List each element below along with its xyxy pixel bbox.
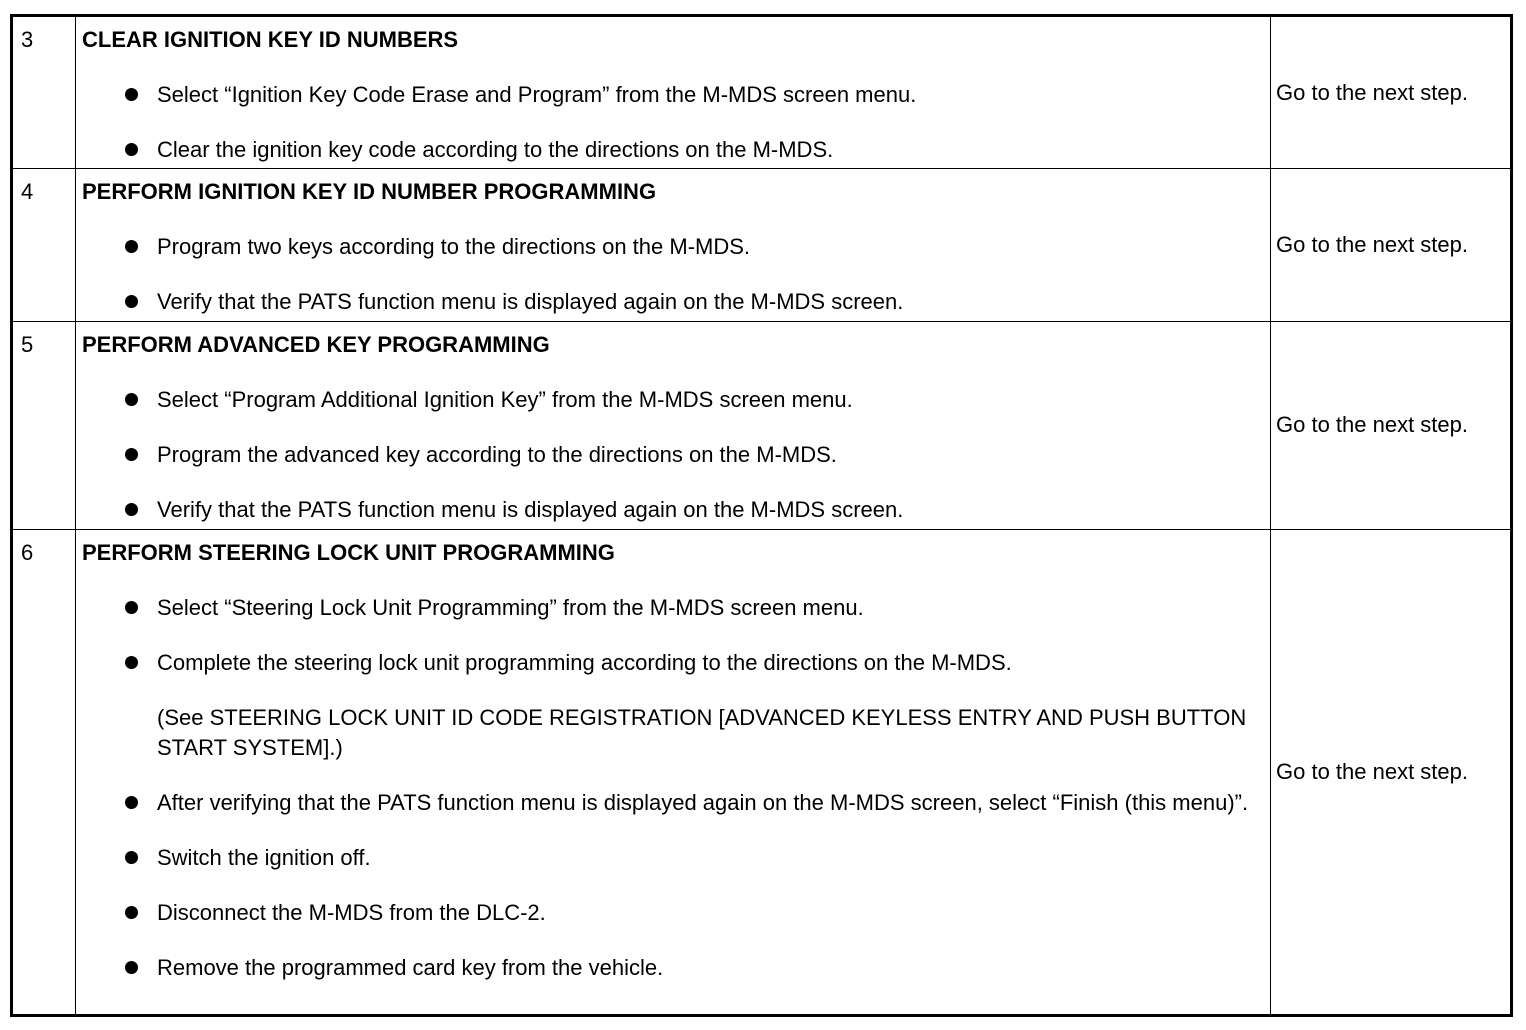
step-heading: PERFORM STEERING LOCK UNIT PROGRAMMING bbox=[82, 539, 615, 565]
procedure-table bbox=[10, 14, 1513, 1017]
step-result: Go to the next step. bbox=[1271, 529, 1512, 1015]
bullet-dot-icon bbox=[125, 143, 138, 156]
list-item bbox=[82, 232, 1270, 262]
bullet-dot-icon bbox=[125, 448, 138, 461]
list-item bbox=[82, 440, 1270, 470]
bullet-dot-icon bbox=[125, 503, 138, 516]
bullet-text: Complete the steering lock unit programming according to the directions on the M-MDS. bbox=[157, 649, 1012, 675]
bullet-text: Select “Ignition Key Code Erase and Program” from the M-MDS screen menu. bbox=[157, 82, 917, 107]
list-item bbox=[82, 953, 1270, 983]
list-item bbox=[82, 788, 1270, 818]
step-row bbox=[12, 529, 1512, 1015]
bullet-text: Select “Steering Lock Unit Programming” from the M-MDS screen menu. bbox=[157, 594, 864, 620]
bullet-dot-icon bbox=[125, 393, 138, 406]
step-row bbox=[12, 169, 1512, 321]
bullet-text: Verify that the PATS function menu is displayed again on the M-MDS screen. bbox=[157, 289, 904, 315]
step-bullet-list bbox=[82, 232, 1270, 317]
bullet-text: After verifying that the PATS function menu is displayed again on the M-MDS screen, select “Finish (this menu)”. bbox=[157, 789, 1249, 815]
step-heading: CLEAR IGNITION KEY ID NUMBERS bbox=[82, 27, 459, 52]
step-result: Go to the next step. bbox=[1271, 16, 1512, 169]
step-action-cell bbox=[76, 16, 1271, 169]
list-item bbox=[82, 898, 1270, 928]
bullet-dot-icon bbox=[125, 240, 138, 253]
bullet-dot-icon bbox=[125, 295, 138, 308]
step-bullet-list bbox=[82, 385, 1270, 525]
list-item bbox=[82, 287, 1270, 317]
list-item bbox=[82, 648, 1270, 763]
step-row bbox=[12, 321, 1512, 529]
list-item bbox=[82, 135, 1270, 165]
list-item bbox=[82, 593, 1270, 623]
bullet-text: Remove the programmed card key from the vehicle. bbox=[157, 954, 664, 980]
bullet-text: Clear the ignition key code according to the directions on the M-MDS. bbox=[157, 137, 834, 162]
reference-note: (See STEERING LOCK UNIT ID CODE REGISTRATION [ADVANCED KEYLESS ENTRY AND PUSH BUTTON START SYSTEM].) bbox=[157, 704, 1247, 760]
bullet-dot-icon bbox=[125, 961, 138, 974]
step-number: 3 bbox=[12, 16, 76, 169]
bullet-text: Program two keys according to the directions on the M-MDS. bbox=[157, 234, 751, 260]
bullet-dot-icon bbox=[125, 601, 138, 614]
bullet-dot-icon bbox=[125, 656, 138, 669]
step-bullet-list bbox=[82, 80, 1270, 165]
step-result: Go to the next step. bbox=[1271, 169, 1512, 321]
bullet-dot-icon bbox=[125, 88, 138, 101]
step-action-cell bbox=[76, 321, 1271, 529]
bullet-text: Program the advanced key according to the directions on the M-MDS. bbox=[157, 441, 837, 467]
list-item bbox=[82, 843, 1270, 873]
step-action-cell bbox=[76, 529, 1271, 1015]
list-item bbox=[82, 495, 1270, 525]
bullet-text: Select “Program Additional Ignition Key” from the M-MDS screen menu. bbox=[157, 386, 853, 412]
bullet-text: Verify that the PATS function menu is displayed again on the M-MDS screen. bbox=[157, 496, 904, 522]
bullet-dot-icon bbox=[125, 851, 138, 864]
step-number: 5 bbox=[12, 321, 76, 529]
step-action-cell bbox=[76, 169, 1271, 321]
step-bullet-list bbox=[82, 593, 1270, 983]
step-heading: PERFORM ADVANCED KEY PROGRAMMING bbox=[82, 331, 550, 357]
bullet-text: Switch the ignition off. bbox=[157, 844, 371, 870]
step-heading: PERFORM IGNITION KEY ID NUMBER PROGRAMMING bbox=[82, 179, 657, 205]
bullet-dot-icon bbox=[125, 906, 138, 919]
bullet-dot-icon bbox=[125, 796, 138, 809]
list-item bbox=[82, 80, 1270, 110]
step-row bbox=[12, 16, 1512, 169]
bullet-text: Disconnect the M-MDS from the DLC-2. bbox=[157, 899, 546, 925]
step-number: 4 bbox=[12, 169, 76, 321]
list-item bbox=[82, 385, 1270, 415]
step-number: 6 bbox=[12, 529, 76, 1015]
step-result: Go to the next step. bbox=[1271, 321, 1512, 529]
